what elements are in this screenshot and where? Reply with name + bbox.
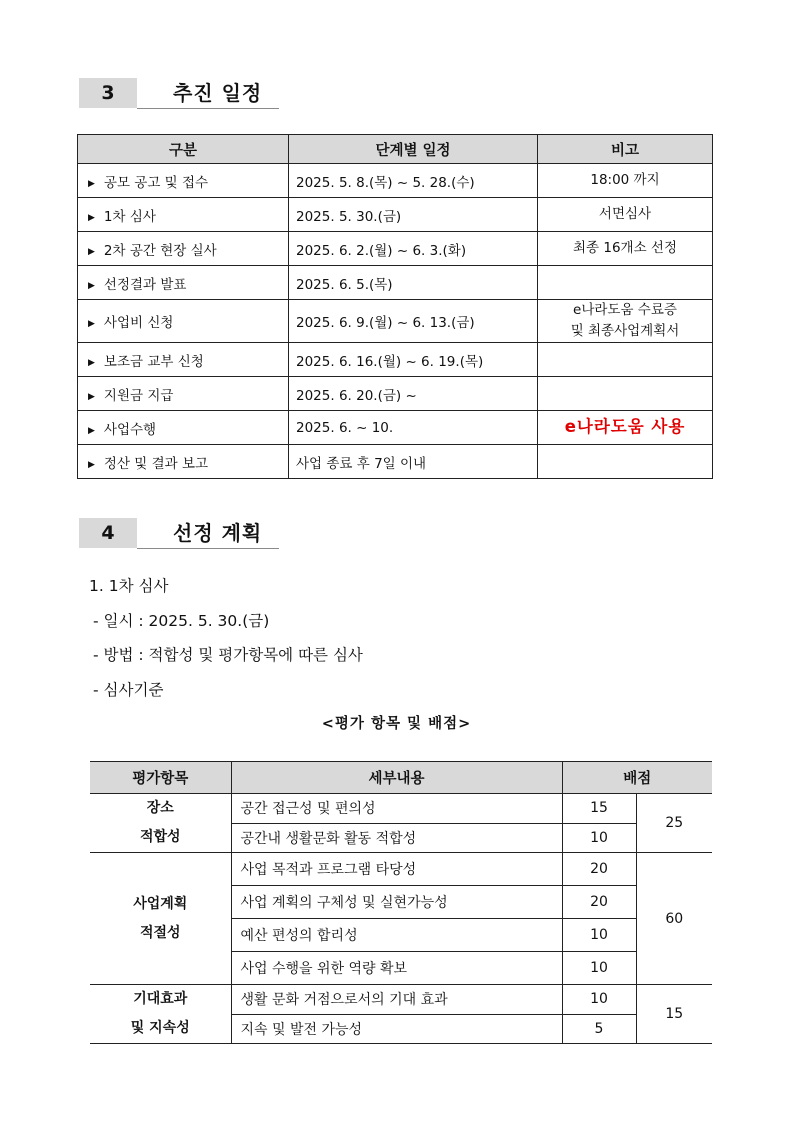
section-3-header	[79, 78, 279, 110]
schedule-item-label: 2차 공간 현장 실사	[103, 242, 217, 259]
evaluation-caption: <평가 항목 및 배점>	[321, 716, 472, 732]
evaluation-detail: 공간내 생활문화 활동 적합성	[231, 823, 562, 853]
section-number: 3	[79, 78, 137, 108]
schedule-note	[538, 377, 713, 411]
schedule-row	[78, 266, 713, 300]
category-line: 적절성	[139, 924, 181, 941]
schedule-item-label: 보조금 교부 신청	[103, 353, 204, 370]
plan-heading: 1. 1차 심사	[89, 577, 169, 595]
evaluation-total: 60	[636, 853, 712, 985]
bullet-icon: ▶	[88, 319, 95, 329]
bullet-icon: ▶	[88, 391, 95, 402]
evaluation-detail: 생활 문화 거점으로서의 기대 효과	[231, 985, 562, 1015]
evaluation-score: 10	[562, 985, 636, 1015]
schedule-note	[538, 343, 713, 377]
evaluation-row	[90, 794, 712, 824]
schedule-row	[78, 164, 713, 198]
bullet-icon: ▶	[88, 246, 95, 257]
section-title: 추진 일정	[173, 81, 263, 105]
schedule-note: 18:00 까지	[538, 164, 713, 198]
column-header: 배점	[562, 762, 712, 794]
schedule-note: 최종 16개소 선정	[538, 232, 713, 266]
schedule-date: 2025. 6. 20.(금) ~	[289, 377, 538, 411]
category-line: 사업계획	[133, 895, 188, 912]
schedule-note: 서면심사	[538, 198, 713, 232]
category-line: 적합성	[139, 829, 181, 845]
schedule-item-label: 공모 공고 및 접수	[103, 174, 209, 191]
schedule-date: 2025. 6. ~ 10.	[289, 411, 538, 445]
schedule-row	[78, 198, 713, 232]
column-header: 평가항목	[90, 762, 231, 794]
evaluation-score: 5	[562, 1014, 636, 1044]
evaluation-score: 15	[562, 794, 636, 824]
schedule-note-line: 및 최종사업계획서	[570, 323, 680, 339]
schedule-note	[538, 300, 713, 343]
evaluation-score: 10	[562, 823, 636, 853]
evaluation-total: 25	[636, 794, 712, 853]
schedule-item	[78, 198, 289, 232]
category-line: 및 지속성	[130, 1020, 190, 1036]
bullet-icon: ▶	[88, 459, 95, 470]
category-line: 기대효과	[133, 991, 188, 1007]
schedule-date: 2025. 6. 16.(월) ~ 6. 19.(목)	[289, 343, 538, 377]
schedule-note	[538, 266, 713, 300]
schedule-date: 2025. 6. 2.(월) ~ 6. 3.(화)	[289, 232, 538, 266]
evaluation-header-row	[90, 762, 712, 794]
evaluation-category	[90, 794, 231, 853]
section-number: 4	[79, 518, 137, 548]
schedule-item-label: 지원금 지급	[103, 387, 174, 404]
schedule-date: 사업 종료 후 7일 이내	[289, 445, 538, 479]
schedule-item-label: 선정결과 발표	[103, 276, 187, 293]
column-header: 비고	[538, 135, 713, 164]
schedule-item	[78, 164, 289, 198]
evaluation-detail: 예산 편성의 합리성	[231, 919, 562, 952]
evaluation-score: 10	[562, 952, 636, 985]
evaluation-detail: 사업 목적과 프로그램 타당성	[231, 853, 562, 886]
schedule-item-label: 사업수행	[103, 421, 157, 438]
schedule-note-line: e나라도움 수료증	[573, 302, 677, 318]
schedule-item	[78, 411, 289, 445]
column-header: 단계별 일정	[289, 135, 538, 164]
schedule-row	[78, 445, 713, 479]
schedule-item	[78, 232, 289, 266]
schedule-table	[77, 134, 713, 479]
schedule-date: 2025. 6. 9.(월) ~ 6. 13.(금)	[289, 300, 538, 343]
highlight-text: e나라도움 사용	[564, 417, 686, 436]
schedule-item	[78, 266, 289, 300]
evaluation-total: 15	[636, 985, 712, 1044]
evaluation-category	[90, 985, 231, 1044]
schedule-header-row	[78, 135, 713, 164]
column-header: 세부내용	[231, 762, 562, 794]
section-underline	[137, 548, 279, 549]
schedule-row	[78, 411, 713, 445]
plan-method-line: - 방법 : 적합성 및 평가항목에 따른 심사	[93, 646, 363, 664]
schedule-date: 2025. 6. 5.(목)	[289, 266, 538, 300]
schedule-row	[78, 300, 713, 343]
plan-date-line: - 일시 : 2025. 5. 30.(금)	[93, 612, 270, 630]
evaluation-score: 20	[562, 886, 636, 919]
schedule-note-highlight	[538, 411, 713, 445]
schedule-row	[78, 377, 713, 411]
section-underline	[137, 108, 279, 109]
evaluation-table	[90, 761, 712, 1044]
evaluation-detail: 공간 접근성 및 편의성	[231, 794, 562, 824]
evaluation-row	[90, 985, 712, 1015]
schedule-item	[78, 377, 289, 411]
schedule-item	[78, 445, 289, 479]
schedule-item	[78, 343, 289, 377]
bullet-icon: ▶	[88, 280, 95, 291]
bullet-icon: ▶	[88, 425, 95, 436]
evaluation-detail: 사업 수행을 위한 역량 확보	[231, 952, 562, 985]
evaluation-score: 20	[562, 853, 636, 886]
evaluation-detail: 지속 및 발전 가능성	[231, 1014, 562, 1044]
category-line: 장소	[146, 800, 174, 816]
schedule-row	[78, 343, 713, 377]
schedule-item	[78, 300, 289, 343]
bullet-icon: ▶	[88, 212, 95, 223]
schedule-item-label: 사업비 신청	[103, 315, 174, 331]
plan-criteria-line: - 심사기준	[93, 681, 164, 699]
section-title: 선정 계획	[173, 521, 263, 545]
schedule-note	[538, 445, 713, 479]
evaluation-row	[90, 853, 712, 886]
evaluation-category	[90, 853, 231, 985]
section-4-header	[79, 518, 279, 550]
schedule-row	[78, 232, 713, 266]
bullet-icon: ▶	[88, 357, 95, 368]
schedule-item-label: 1차 심사	[103, 208, 156, 225]
evaluation-detail: 사업 계획의 구체성 및 실현가능성	[231, 886, 562, 919]
schedule-date: 2025. 5. 8.(목) ~ 5. 28.(수)	[289, 164, 538, 198]
evaluation-score: 10	[562, 919, 636, 952]
schedule-date: 2025. 5. 30.(금)	[289, 198, 538, 232]
column-header: 구분	[78, 135, 289, 164]
bullet-icon: ▶	[88, 178, 95, 189]
schedule-item-label: 정산 및 결과 보고	[103, 455, 209, 472]
